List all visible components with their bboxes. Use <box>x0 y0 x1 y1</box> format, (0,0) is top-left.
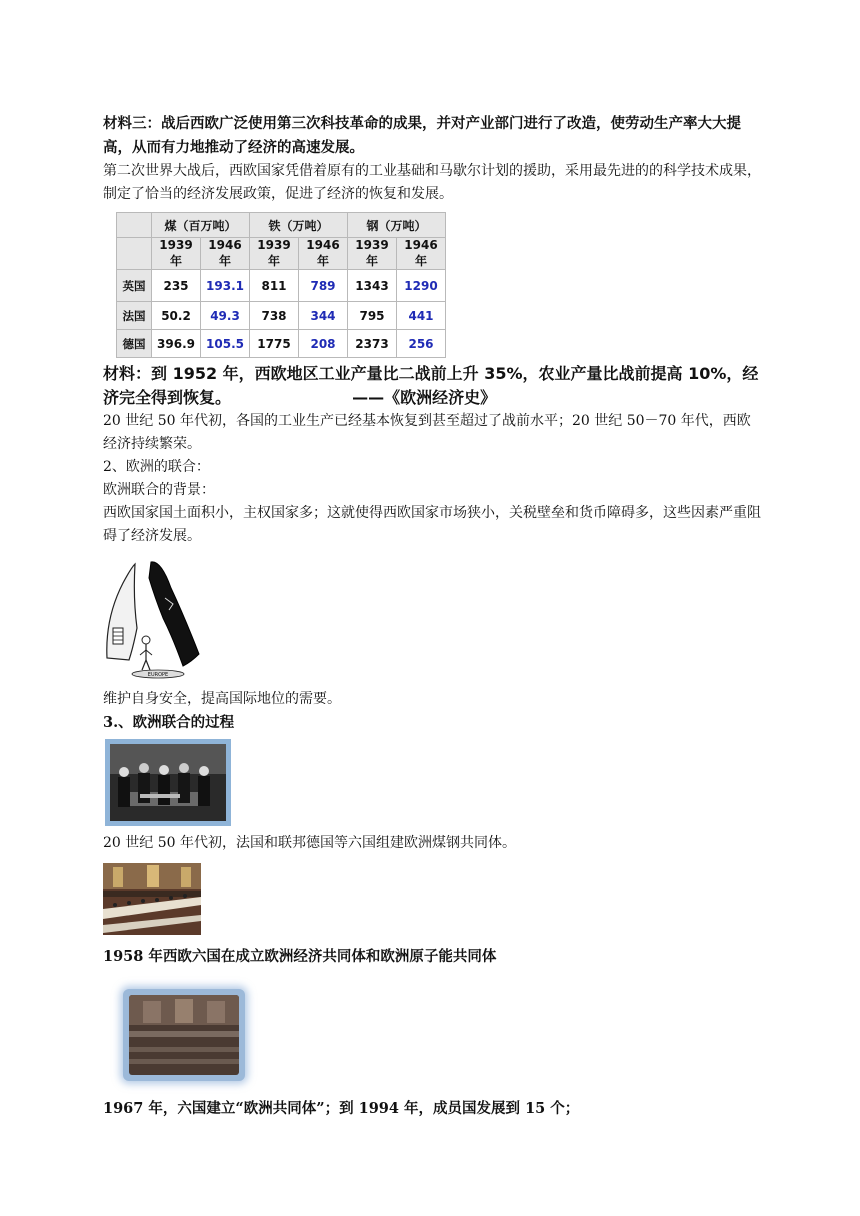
table-row <box>117 302 446 330</box>
row-country: 法国 <box>117 302 152 330</box>
production-table <box>116 212 446 358</box>
year-header: 1939年 <box>152 238 201 270</box>
table-cell: 738 <box>250 302 299 330</box>
table-cell: 1290 <box>397 270 446 302</box>
group-steel: 钢（万吨） <box>348 213 446 238</box>
table-row <box>117 270 446 302</box>
photo-ec-drawing <box>129 995 239 1075</box>
table-cell: 441 <box>397 302 446 330</box>
table-header-groups <box>117 213 446 238</box>
year-header: 1946年 <box>201 238 250 270</box>
table-cell: 344 <box>299 302 348 330</box>
photo-ecsc-drawing <box>110 744 226 821</box>
para-security: 维护自身安全，提高国际地位的需要。 <box>103 691 341 707</box>
para-recovery: 20 世纪 50 年代初，各国的工业生产已经基本恢复到甚至超过了战前水平；20 世纪 50－70 年代，西欧经济持续繁荣。 <box>103 413 751 452</box>
step-eec: 1958 年西欧六国在成立欧洲经济共同体和欧洲原子能共同体 <box>103 948 497 965</box>
row-country: 德国 <box>117 330 152 358</box>
table-cell: 795 <box>348 302 397 330</box>
cartoon-drawing <box>103 558 203 680</box>
table-cell: 811 <box>250 270 299 302</box>
step-ec: 1967 年，六国建立“欧洲共同体”；到 1994 年，成员国发展到 15 个； <box>103 1100 580 1117</box>
material4-text <box>103 362 763 410</box>
material4-body: 材料：到 1952 年，西欧地区工业产量比二战前上升 35%，农业产量比战前提高 10%，经济完全得到恢复。 <box>103 364 759 407</box>
material4-source: ——《欧洲经济史》 <box>352 388 497 407</box>
table-header-years <box>117 238 446 270</box>
table-cell: 396.9 <box>152 330 201 358</box>
cartoon-image <box>103 558 203 680</box>
step-ecsc: 20 世纪 50 年代初，法国和联邦德国等六国组建欧洲煤钢共同体。 <box>103 835 516 851</box>
table-cell: 208 <box>299 330 348 358</box>
group-coal: 煤（百万吨） <box>152 213 250 238</box>
document-page <box>103 112 763 1121</box>
section3-heading: 3.、欧洲联合的过程 <box>103 714 235 731</box>
table-cell: 789 <box>299 270 348 302</box>
table-cell: 193.1 <box>201 270 250 302</box>
photo-ecsc-signing <box>105 739 231 826</box>
table-cell: 235 <box>152 270 201 302</box>
production-table-wrap <box>116 212 763 358</box>
photo-ec-founding <box>123 989 245 1081</box>
material3-title: 材料三：战后西欧广泛使用第三次科技革命的成果，并对产业部门进行了改造，使劳动生产率大大提高，从而有力地推动了经济的高速发展。 <box>103 115 741 156</box>
year-header: 1939年 <box>348 238 397 270</box>
year-header: 1939年 <box>250 238 299 270</box>
year-header: 1946年 <box>397 238 446 270</box>
table-cell: 105.5 <box>201 330 250 358</box>
table-corner <box>117 213 152 238</box>
table-cell: 50.2 <box>152 302 201 330</box>
table-cell: 2373 <box>348 330 397 358</box>
year-header: 1946年 <box>299 238 348 270</box>
photo-rome-treaty <box>103 863 201 935</box>
table-cell: 49.3 <box>201 302 250 330</box>
section2-heading: 2、欧洲的联合： <box>103 459 210 475</box>
cartoon-caption: EUROPE <box>147 672 169 678</box>
table-row <box>117 330 446 358</box>
row-country: 英国 <box>117 270 152 302</box>
table-cell: 1343 <box>348 270 397 302</box>
section2-bg-label: 欧洲联合的背景： <box>103 482 215 498</box>
table-cell: 256 <box>397 330 446 358</box>
table-cell: 1775 <box>250 330 299 358</box>
section2-bg-text: 西欧国家国土面积小，主权国家多；这就使得西欧国家市场狭小，关税壁垒和货币障碍多，这些因素严重阻碍了经济发展。 <box>103 505 761 544</box>
table-corner-2 <box>117 238 152 270</box>
group-iron: 铁（万吨） <box>250 213 348 238</box>
photo-rome-drawing <box>103 863 201 935</box>
material3-text: 第二次世界大战后，西欧国家凭借着原有的工业基础和马歇尔计划的援助，采用最先进的的科学技术成果，制定了恰当的经济发展政策，促进了经济的恢复和发展。 <box>103 163 761 202</box>
